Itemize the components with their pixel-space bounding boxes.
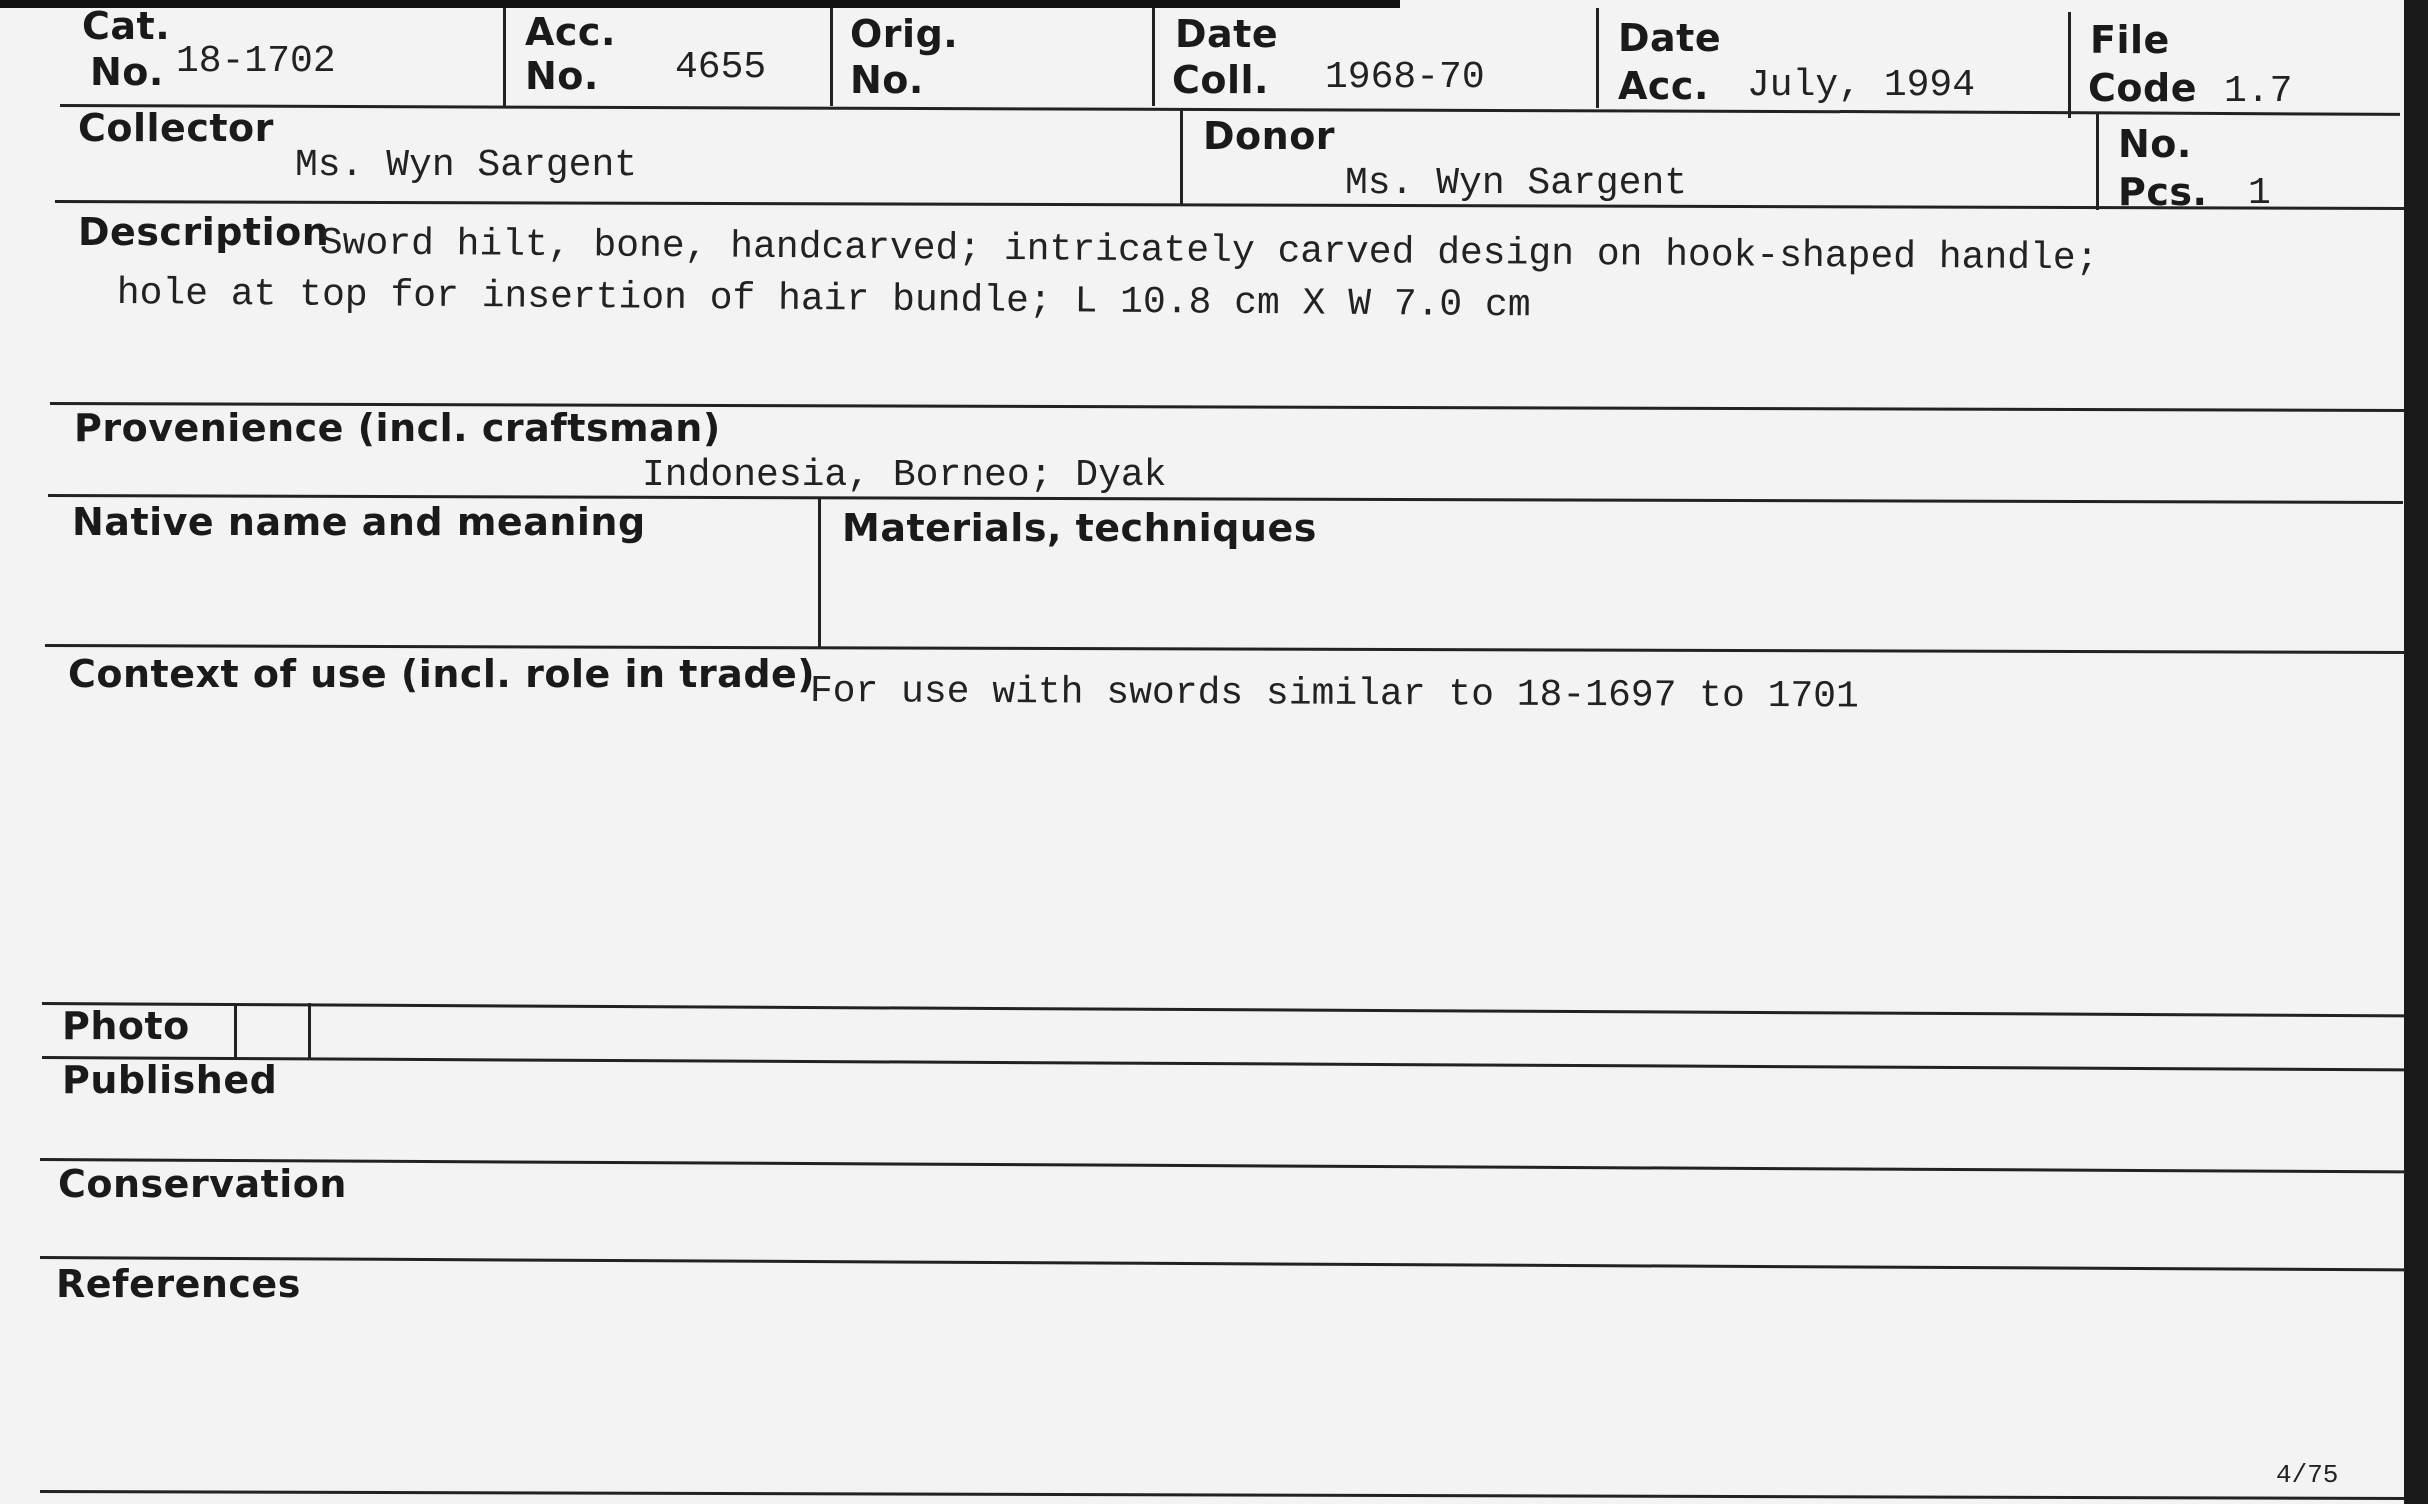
divider-donor-pieces [2096, 114, 2099, 210]
file-code-label-line1: File [2090, 18, 2170, 62]
rule-published-bottom [40, 1158, 2405, 1173]
rule-photo-top [42, 1002, 2404, 1017]
pieces-value: 1 [2248, 172, 2271, 215]
date-coll-label-line1: Date [1175, 12, 1279, 56]
date-acc-label-line1: Date [1618, 16, 1722, 60]
orig-no-label-line2: No. [850, 58, 924, 102]
rule-collector-bottom [55, 200, 2405, 210]
form-code: 4/75 [2276, 1460, 2339, 1490]
description-line-1: Sword hilt, bone, handcarved; intricately carved design on hook-shaped handle; [319, 222, 2099, 281]
rule-header-bottom [60, 104, 1840, 113]
divider-cat-acc [503, 8, 506, 106]
provenience-label: Provenience (incl. craftsman) [74, 406, 721, 450]
pieces-label-line2: Pcs. [2118, 170, 2208, 214]
orig-no-label-line1: Orig. [850, 12, 959, 56]
divider-orig-datecoll [1152, 8, 1155, 106]
acc-no-label-line1: Acc. [525, 10, 616, 54]
divider-datecoll-dateacc [1596, 8, 1599, 108]
pieces-label-line1: No. [2118, 122, 2192, 166]
divider-acc-orig [830, 8, 833, 106]
card-right-edge [2404, 0, 2428, 1504]
description-line-2: hole at top for insertion of hair bundle; L 10.8 cm X W 7.0 cm [116, 272, 1531, 328]
rule-photo-bottom [42, 1056, 2404, 1071]
published-label: Published [62, 1058, 278, 1102]
description-label: Description [78, 210, 330, 254]
donor-label: Donor [1203, 114, 1336, 158]
cat-no-label-line2: No. [90, 50, 164, 94]
divider-photo-box-1 [234, 1003, 237, 1058]
donor-value: Ms. Wyn Sargent [1345, 162, 1688, 205]
date-coll-value: 1968-70 [1325, 56, 1485, 99]
cat-no-value: 18-1702 [176, 40, 336, 83]
rule-conservation-bottom [40, 1256, 2405, 1271]
conservation-label: Conservation [58, 1162, 347, 1206]
collector-value: Ms. Wyn Sargent [295, 144, 638, 187]
card-top-edge [0, 0, 1400, 8]
divider-dateacc-file [2068, 12, 2071, 118]
rule-header-bottom-right [1840, 110, 2400, 116]
collector-label: Collector [78, 106, 274, 150]
date-acc-value: July, 1994 [1747, 64, 1976, 107]
date-acc-label-line2: Acc. [1618, 64, 1709, 108]
rule-card-bottom [40, 1490, 2405, 1500]
context-value: For use with swords similar to 18-1697 to 1701 [809, 670, 1859, 719]
file-code-value: 1.7 [2224, 70, 2293, 113]
date-coll-label-line2: Coll. [1172, 58, 1269, 102]
cat-no-label-line1: Cat. [82, 4, 171, 48]
references-label: References [56, 1262, 301, 1306]
provenience-value: Indonesia, Borneo; Dyak [642, 454, 1167, 497]
materials-label: Materials, techniques [842, 506, 1317, 550]
context-label: Context of use (incl. role in trade) [68, 652, 816, 696]
divider-photo-box-2 [308, 1003, 311, 1058]
photo-label: Photo [62, 1004, 190, 1048]
native-name-label: Native name and meaning [72, 500, 646, 544]
acc-no-label-line2: No. [525, 54, 599, 98]
divider-collector-donor [1180, 108, 1183, 204]
file-code-label-line2: Code [2088, 66, 2197, 110]
divider-native-materials [818, 498, 821, 648]
acc-no-value: 4655 [675, 46, 767, 89]
